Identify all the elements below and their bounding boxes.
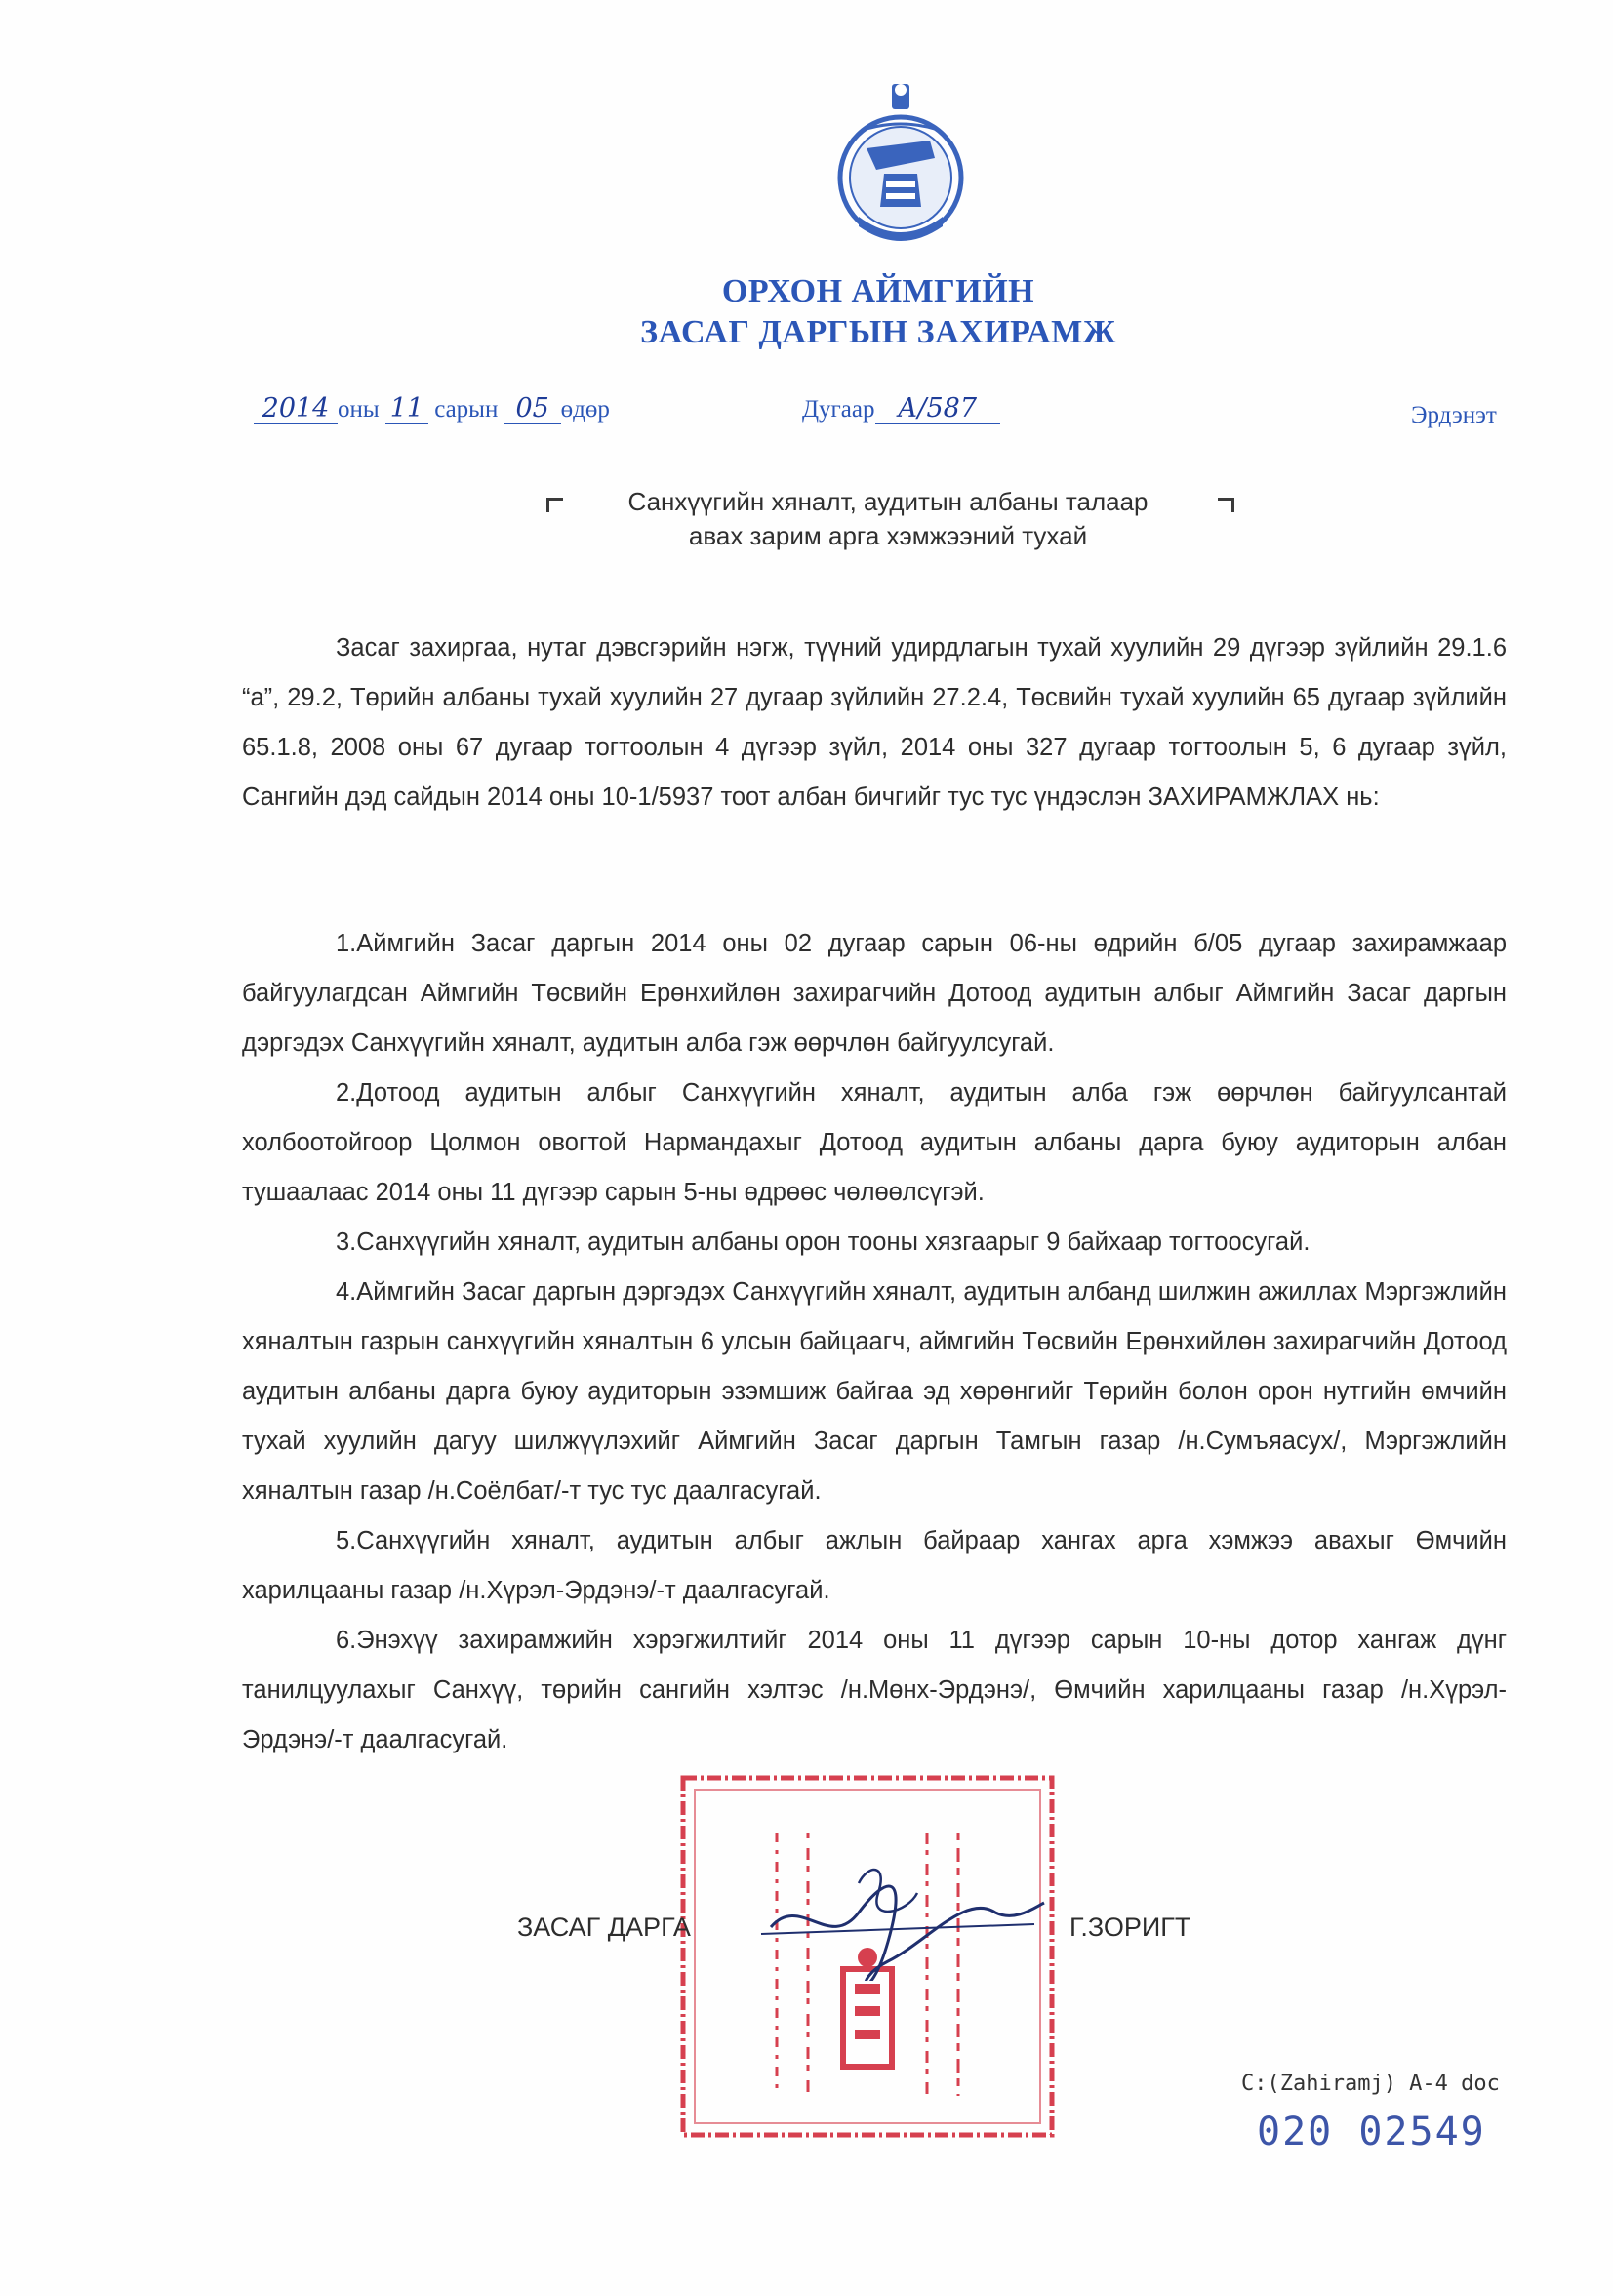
date-year-suffix: оны bbox=[338, 396, 380, 423]
decree-date bbox=[254, 395, 610, 424]
decree-item-5: 5.Санхүүгийн хяналт, аудитын албыг ажлын байраар хангах арга хэмжээ авахыг Өмчийн харилцааны газар /н.Хүрэл-Эрдэнэ/-т даалгасугай. bbox=[242, 1527, 1507, 1604]
date-year: 2014 bbox=[254, 395, 338, 424]
decree-item-3: 3.Санхүүгийн хяналт, аудитын албаны орон тооны хязгаарыг 9 байхаар тогтоосугай. bbox=[336, 1229, 1311, 1256]
organization-name-line1: ОРХОН АЙМГИЙН bbox=[721, 273, 1035, 309]
handwritten-signature bbox=[742, 1854, 1054, 1981]
date-day-suffix: өдөр bbox=[560, 396, 610, 423]
date-month-suffix: сарын bbox=[434, 396, 499, 423]
decree-items bbox=[242, 919, 1507, 1765]
city-name: Эрдэнэт bbox=[1411, 402, 1497, 428]
signatory-title: ЗАСАГ ДАРГА bbox=[517, 1913, 691, 1942]
state-emblem-icon bbox=[837, 80, 964, 254]
decree-item-1: 1.Аймгийн Засаг даргын 2014 оны 02 дугаар сарын 06-ны өдрийн б/05 дугаар захирамжаар байгуулагдсан Аймгийн Төсвийн Ерөнхийлөн захирагчийн Дотоод аудитын албыг Аймгийн Засаг даргын дэргэдэх Санхүүгийн хяналт, аудитын алба гэж өөрчлөн байгуулсугай. bbox=[242, 930, 1507, 1057]
number-label: Дугаар bbox=[802, 396, 875, 423]
decree-item-2: 2.Дотоод аудитын албыг Санхүүгийн хяналт, аудитын алба гэж өөрчлөн байгуулсантай холбоотойгоор Цолмон овогтой Нармандахыг Дотоод аудитын албаны дарга буюу аудиторын албан тушаалаас 2014 оны 11 дүгээр сарын 5-ны өдрөөс чөлөөлсүгэй. bbox=[242, 1079, 1507, 1206]
decree-item-6: 6.Энэхүү захирамжийн хэрэгжилтийг 2014 оны 11 дүгээр сарын 10-ны дотор хангаж дүнг танилцуулахыг Санхүү, төрийн сангийн хэлтэс /н.Мөнх-Эрдэнэ/, Өмчийн харилцааны газар /н.Хүрэл-Эрдэнэ/-т даалгасугай. bbox=[242, 1627, 1507, 1753]
subject-line2: авах зарим арга хэмжээний тухай bbox=[688, 521, 1088, 550]
number-value: А/587 bbox=[875, 395, 1000, 424]
signatory-name: Г.ЗОРИГТ bbox=[1069, 1913, 1191, 1942]
document-reference: C:(Zahiramj) A-4 doc bbox=[1241, 2072, 1500, 2096]
date-day: 05 bbox=[504, 395, 561, 424]
date-month: 11 bbox=[385, 395, 428, 424]
organization-name-line2: ЗАСАГ ДАРГЫН ЗАХИРАМЖ bbox=[640, 314, 1116, 350]
decree-number bbox=[802, 395, 1000, 424]
subject-line1: Санхүүгийн хяналт, аудитын албаны талаар bbox=[627, 487, 1149, 516]
preamble-section bbox=[242, 624, 1507, 823]
document-serial-number: 020 02549 bbox=[1257, 2110, 1486, 2155]
preamble-paragraph: Засаг захиргаа, нутаг дэвсгэрийн нэгж, түүний удирдлагын тухай хуулийн 29 дүгээр зүйлийн 29.1.6 “а”, 29.2, Төрийн албаны тухай хуулийн 27 дугаар зүйлийн 27.2.4, Төсвийн тухай хуулийн 65 дугаар зүйлийн 65.1.8, 2008 оны 67 дугаар тогтоолын 4 дүгээр зүйл, 2014 оны 327 дугаар тогтоолын 5, 6 дугаар зүйл, Сангийн дэд сайдын 2014 оны 10-1/5937 тоот албан бичгийг тус тус үндэслэн ЗАХИРАМЖЛАХ нь: bbox=[242, 634, 1507, 811]
decree-item-4: 4.Аймгийн Засаг даргын дэргэдэх Санхүүгийн хяналт, аудитын албанд шилжин ажиллах Мэргэжлийн хяналтын газрын санхүүгийн хяналтын 6 улсын байцаагч, аймгийн Төсвийн Ерөнхийлөн захирагчийн Дотоод аудитын албаны дарга буюу аудиторын эзэмшиж байгаа эд хөрөнгийг Төрийн болон орон нутгийн өмчийн тухай хуулийн дагуу шилжүүлэхийг Аймгийн Засаг даргын Тамгын газар /н.Сумъяасух/, Мэргэжлийн хяналтын газар /н.Соёлбат/-т тус тус даалгасугай. bbox=[242, 1278, 1507, 1505]
